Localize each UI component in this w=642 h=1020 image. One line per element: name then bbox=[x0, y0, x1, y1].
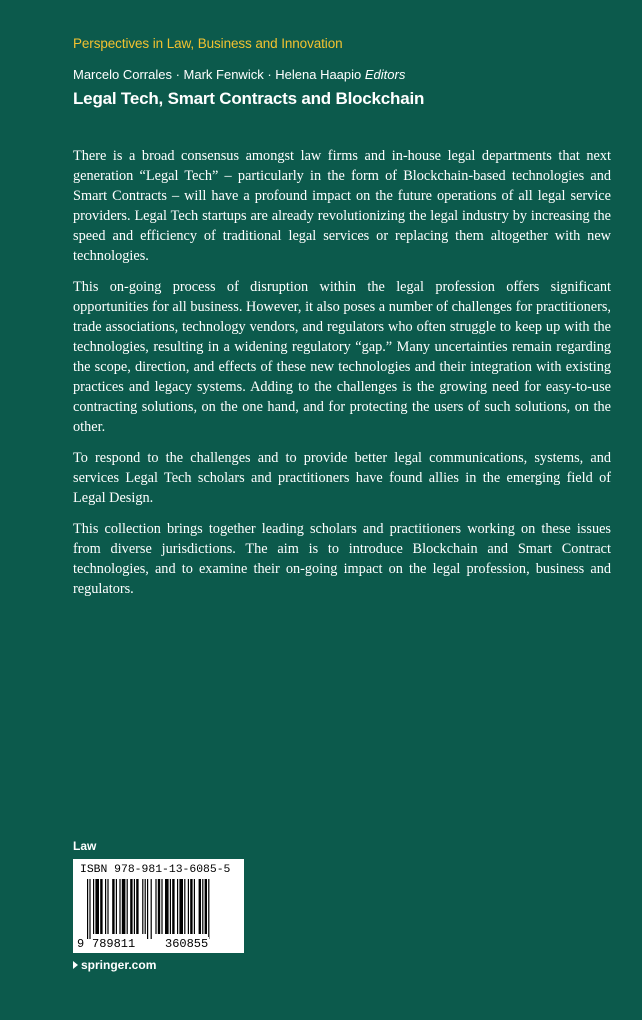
barcode-bar bbox=[116, 879, 117, 934]
isbn-label: ISBN 978-981-13-6085-5 bbox=[80, 864, 231, 876]
blurb-paragraph-1: There is a broad consensus amongst law firms and in-house legal departments that next generation “Legal Tech” – particularly in the form of Blockchain-based technologies and Smart Contracts – will have a profound impact on the future operations of all legal service providers. Legal Tech startups are already revolutionizing the legal industry by increasing the speed and efficiency of traditional legal services or replacing them altogether with new technologies. bbox=[73, 148, 611, 264]
editors-line bbox=[73, 67, 405, 82]
barcode-bar bbox=[179, 879, 183, 934]
barcode-bar bbox=[136, 879, 138, 934]
barcode-bar bbox=[95, 879, 99, 934]
barcode-bar bbox=[145, 879, 146, 934]
barcode-bar bbox=[177, 879, 178, 934]
barcode-bar bbox=[89, 879, 90, 939]
barcode-bar bbox=[112, 879, 114, 934]
barcode-bar bbox=[93, 879, 94, 934]
ean-first-digit: 9 bbox=[77, 937, 85, 951]
barcode-bar bbox=[87, 879, 88, 939]
ean-left-digits: 789811 bbox=[92, 937, 136, 951]
barcode-bar bbox=[172, 879, 174, 934]
barcode-bar bbox=[151, 879, 152, 939]
barcode-bar bbox=[142, 879, 143, 934]
barcode-bar bbox=[100, 879, 102, 934]
barcode-bar bbox=[170, 879, 171, 934]
barcode-bar bbox=[107, 879, 108, 934]
editors-label: Editors bbox=[364, 67, 406, 82]
barcode bbox=[73, 859, 244, 953]
website-text: springer.com bbox=[81, 958, 157, 972]
subject-label: Law bbox=[73, 839, 97, 853]
book-title: Legal Tech, Smart Contracts and Blockchain bbox=[73, 89, 425, 108]
barcode-bar bbox=[119, 879, 120, 934]
barcode-bar bbox=[127, 879, 128, 934]
barcode-bar bbox=[155, 879, 156, 934]
barcode-bar bbox=[202, 879, 203, 934]
series-title: Perspectives in Law, Business and Innovation bbox=[73, 36, 343, 51]
barcode-bars bbox=[87, 879, 237, 939]
blurb-paragraph-4: This collection brings together leading scholars and practitioners working on these issues from diverse jurisdictions. The aim is to introduce Blockchain and Smart Contract technologies, and to examine their on-going impact on the legal profession, business and regulators. bbox=[73, 521, 611, 597]
editor-names: Marcelo Corrales · Mark Fenwick · Helena Haapio bbox=[73, 67, 362, 82]
blurb-text bbox=[73, 146, 611, 610]
barcode-bar bbox=[165, 879, 169, 934]
ean-right-digits: 360855 bbox=[165, 937, 209, 951]
barcode-bar bbox=[184, 879, 185, 934]
barcode-bar bbox=[208, 879, 209, 939]
barcode-bar bbox=[199, 879, 201, 934]
barcode-bar bbox=[122, 879, 126, 934]
barcode-bar bbox=[130, 879, 132, 934]
arrow-right-icon bbox=[73, 961, 78, 969]
website-link[interactable] bbox=[73, 958, 156, 972]
barcode-bar bbox=[194, 879, 195, 934]
barcode-bar bbox=[188, 879, 189, 934]
barcode-bar bbox=[205, 879, 207, 934]
blurb-paragraph-3: To respond to the challenges and to provide better legal communications, systems, and services Legal Tech scholars and practitioners have found allies in the emerging field of Legal Design. bbox=[73, 450, 611, 506]
blurb-paragraph-2: This on-going process of disruption within the legal profession offers significant opportunities for all business. However, it also poses a number of challenges for practitioners, trade associations, technology vendors, and regulators who often struggle to keep up with the technologies, resulting in a widening regulatory “gap.” Many uncertainties remain regarding the scope, direction, and effects of these new technologies and their integration with existing practices and legacy systems. Adding to the challenges is the growing need for easy-to-use contracting solutions, on the one hand, and for protecting the users of such solutions, on the other. bbox=[73, 279, 611, 435]
barcode-bar bbox=[134, 879, 135, 934]
barcode-bar bbox=[158, 879, 160, 934]
barcode-bar bbox=[161, 879, 162, 934]
barcode-bar bbox=[190, 879, 192, 934]
barcode-bar bbox=[105, 879, 106, 934]
barcode-bar bbox=[147, 879, 148, 939]
